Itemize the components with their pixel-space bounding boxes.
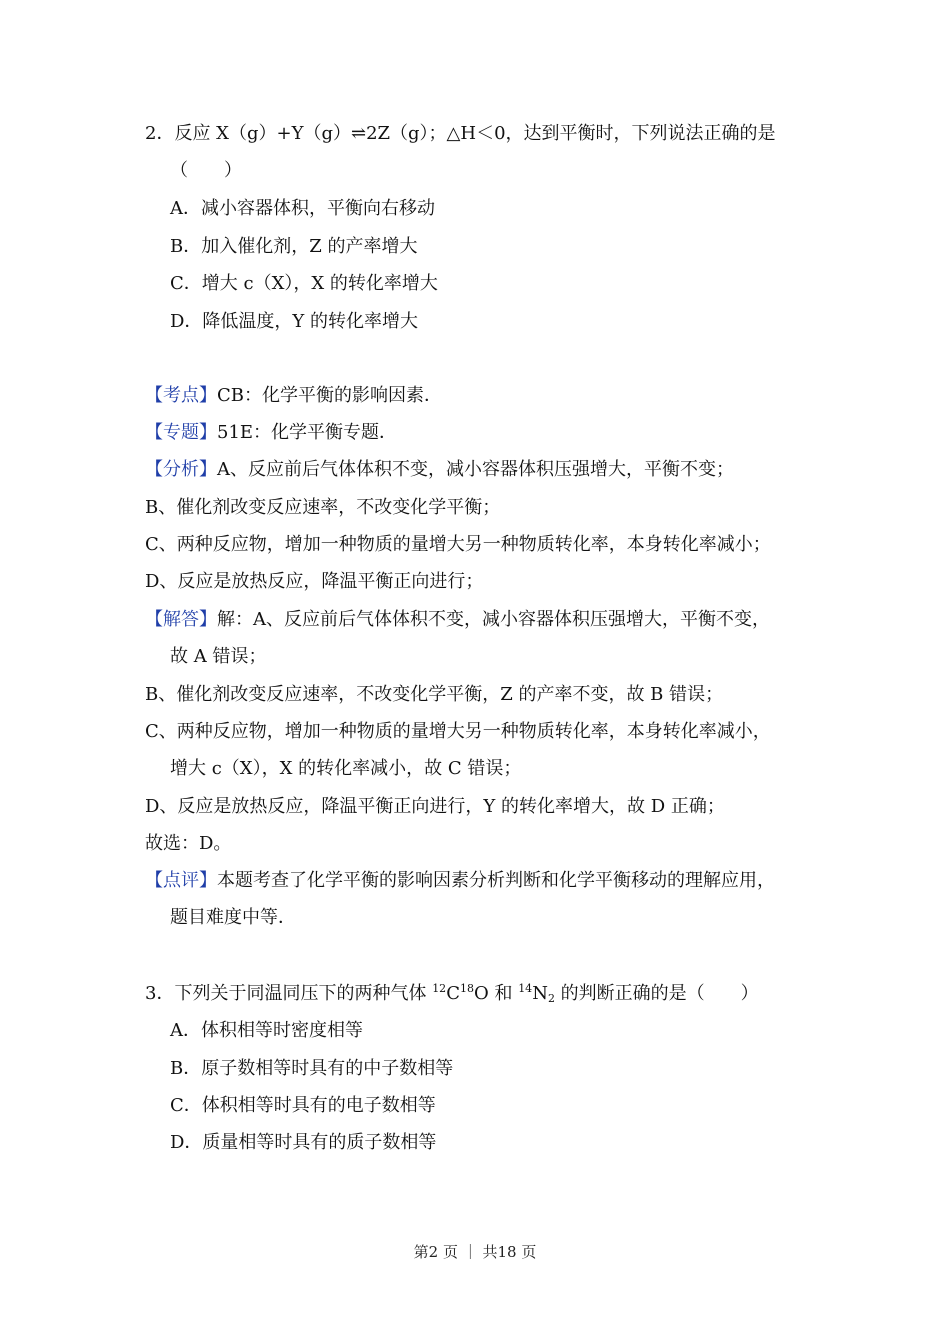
zhuanti-tag: 【专题】 <box>145 422 217 443</box>
jieda-continuation: 故 A 错误； <box>170 646 267 667</box>
fenxi-text: A、反应前后气体体积不变，减小容器体积压强增大，平衡不变； <box>217 459 734 480</box>
jieda-c-continuation: 增大 c（X），X 的转化率减小，故 C 错误； <box>170 758 522 779</box>
jieda-line <box>145 608 770 632</box>
q3-isotope2-element: N <box>532 983 548 1004</box>
final-answer: 故选：D。 <box>145 833 232 854</box>
q3-and: 和 <box>488 983 519 1004</box>
q2-option-b: B．加入催化剂，Z 的产率增大 <box>170 236 418 257</box>
q2-stem: 2．反应 X（g）+Y（g）⇌2Z（g）；△H＜0，达到平衡时，下列说法正确的是 <box>145 123 776 144</box>
zhuanti-text: 51E：化学平衡专题． <box>217 422 398 443</box>
page-number: 第2 页 ｜ 共18 页 <box>413 1243 537 1261</box>
fenxi-tag: 【分析】 <box>145 459 217 480</box>
dianping-tag: 【点评】 <box>145 870 217 891</box>
jieda-tag: 【解答】 <box>145 609 217 630</box>
fenxi-line <box>145 458 734 482</box>
q2-option-d: D．降低温度，Y 的转化率增大 <box>170 311 419 332</box>
jieda-c: C、两种反应物，增加一种物质的量增大另一种物质转化率，本身转化率减小， <box>145 721 771 742</box>
q3-isotope1-element-o: O <box>473 983 489 1004</box>
jieda-b: B、催化剂改变反应速率，不改变化学平衡，Z 的产率不变，故 B 错误； <box>145 684 724 705</box>
q2-answer-paren: （ ） <box>170 160 242 181</box>
dianping-line <box>145 869 775 893</box>
q3-isotope1-mass-o: 18 <box>459 982 474 995</box>
q3-isotope1-mass-c: 12 <box>432 982 447 995</box>
zhuanti-line <box>145 421 397 445</box>
fenxi-line-c: C、两种反应物，增加一种物质的量增大另一种物质转化率，本身转化率减小； <box>145 534 771 555</box>
q3-option-d: D．质量相等时具有的质子数相等 <box>170 1132 437 1153</box>
q3-option-a: A．体积相等时密度相等 <box>170 1020 363 1041</box>
q3-isotope1-element-c: C <box>446 983 460 1004</box>
q3-option-c: C．体积相等时具有的电子数相等 <box>170 1095 436 1116</box>
q2-option-c: C．增大 c（X），X 的转化率增大 <box>170 273 438 294</box>
q3-stem-suffix: 的判断正确的是（ ） <box>554 983 759 1004</box>
dianping-continuation: 题目难度中等． <box>170 907 296 928</box>
fenxi-line-b: B、催化剂改变反应速率，不改变化学平衡； <box>145 497 501 518</box>
q3-isotope2-subscript: 2 <box>547 992 555 1005</box>
q3-isotope2-mass: 14 <box>518 982 533 995</box>
q2-option-a: A．减小容器体积，平衡向右移动 <box>170 198 435 219</box>
kaodian-text: CB：化学平衡的影响因素． <box>217 385 442 406</box>
jieda-d: D、反应是放热反应，降温平衡正向进行，Y 的转化率增大，故 D 正确； <box>145 796 725 817</box>
dianping-text: 本题考查了化学平衡的影响因素分析判断和化学平衡移动的理解应用， <box>217 870 775 891</box>
q3-stem <box>145 982 759 1006</box>
q3-stem-prefix: 3．下列关于同温同压下的两种气体 <box>145 983 433 1004</box>
q3-option-b: B．原子数相等时具有的中子数相等 <box>170 1058 454 1079</box>
jieda-text: 解：A、反应前后气体体积不变，减小容器体积压强增大，平衡不变， <box>217 609 770 630</box>
kaodian-line <box>145 384 442 408</box>
kaodian-tag: 【考点】 <box>145 385 217 406</box>
fenxi-line-d: D、反应是放热反应，降温平衡正向进行； <box>145 571 484 592</box>
